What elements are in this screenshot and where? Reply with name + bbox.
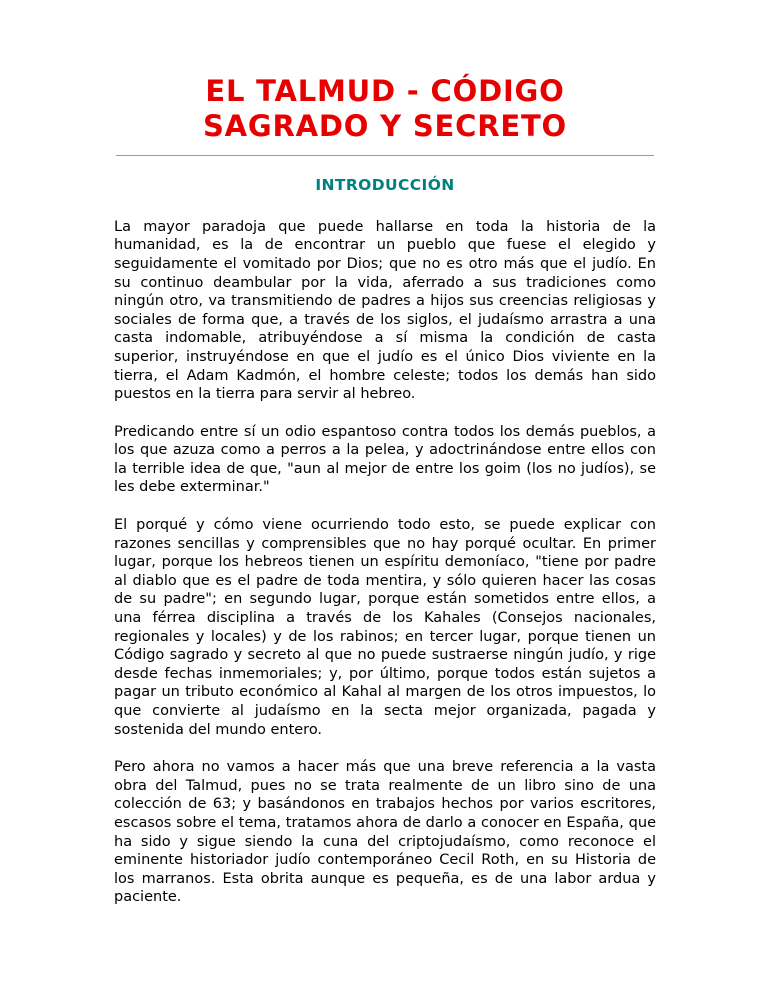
title-divider-rule — [116, 155, 654, 156]
paragraph-1: La mayor paradoja que puede hallarse en toda la historia de la humanidad, es la de encontrar un pueblo que fuese el elegido y seguidamente el vomitado por Dios; que no es otro más que el judío. En su continuo deambular por la vida, aferrado a sus tradiciones como ningún otro, va transmitiendo de padres a hijos sus creencias religiosas y sociales de forma que, a través de los siglos, el judaísmo arrastra a una casta indomable, atribuyéndose a sí misma la condición de casta superior, instruyéndose en que el judío es el único Dios viviente en la tierra, el Adam Kadmón, el hombre celeste; todos los demás han sido puestos en la tierra para servir al hebreo. — [114, 218, 656, 403]
paragraph-2: Predicando entre sí un odio espantoso contra todos los demás pueblos, a los que azuza como a perros a la pelea, y adoctrinándose entre ellos con la terrible idea de que, "aun al mejor de entre los goim (los no judíos), se les debe exterminar." — [114, 423, 656, 496]
paragraph-3: El porqué y cómo viene ocurriendo todo esto, se puede explicar con razones sencillas y comprensibles que no hay porqué ocultar. En primer lugar, porque los hebreos tienen un espíritu demoníaco, "tiene por padre al diablo que es el padre de toda mentira, y sólo quieren hacer las cosas de su padre"; en segundo lugar, porque están sometidos entre ellos, a una férrea disciplina a través de los Kahales (Consejos nacionales, regionales y locales) y de los rabinos; en tercer lugar, porque tienen un Código sagrado y secreto al que no puede sustraerse ningún judío, y rige desde fechas inmemoriales; y, por último, porque todos están sujetos a pagar un tributo económico al Kahal al margen de los otros impuestos, lo que convierte al judaísmo en la secta mejor organizada, pagada y sostenida del mundo entero. — [114, 517, 656, 738]
document-title-line-1: EL TALMUD - CÓDIGO — [205, 74, 565, 108]
paragraph-4: Pero ahora no vamos a hacer más que una breve referencia a la vasta obra del Talmud, pues no se trata realmente de un libro sino de una colección de 63; y basándonos en trabajos hechos por varios escritores, escasos sobre el tema, tratamos ahora de darlo a conocer en España, que ha sido y sigue siendo la cuna del criptojudaísmo, como reconoce el eminente historiador judío contemporáneo Cecil Roth, en su Historia de los marranos. Esta obrita aunque es pequeña, es de una labor ardua y paciente. — [114, 759, 656, 906]
section-heading-introduccion: INTRODUCCIÓN — [315, 175, 455, 194]
document-title — [114, 74, 656, 145]
document-title-line-2: SAGRADO Y SECRETO — [203, 109, 567, 144]
